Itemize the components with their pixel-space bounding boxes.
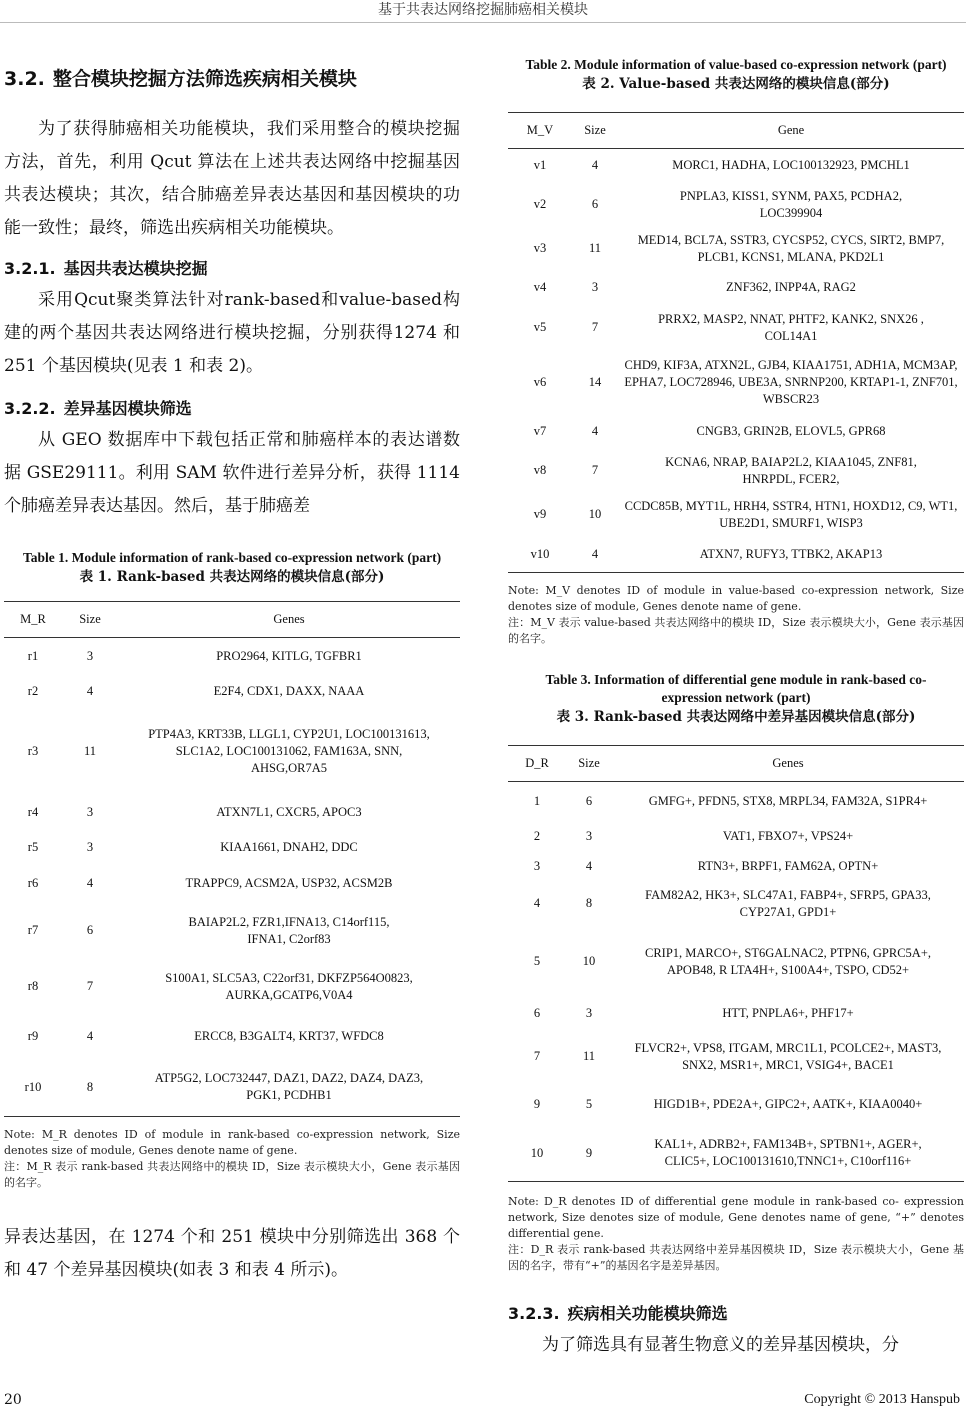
module-size: 11 [83,744,97,759]
subsection-heading-3 [508,1304,964,1323]
table-2 [508,112,964,573]
table-3-caption-en: Table 3. Information of differential gene module in rank-based co-expression network (part) [545,672,927,705]
module-size: 4 [585,859,593,873]
module-genes: RTN3+, BRPF1, FAM62A, OPTN+ [697,859,879,873]
table-3-block [508,671,964,1274]
module-genes: CCDC85B, MYT1L, HRH4, SSTR4, HTN1, HOXD12, C9, WT1, UBE2D1, SMURF1, WISP3 [624,498,958,530]
table-row [508,493,964,537]
module-genes: S100A1, SLC5A3, C22orf31, DKFZP564O0823, AURKA,GCATP6,V0A4 [165,970,413,1002]
module-size: 3 [86,648,94,663]
table-2-block [508,56,964,647]
table-row [4,1015,460,1059]
table-1-note [4,1127,460,1191]
table-2-note [508,583,964,647]
section-number: 3.2. [4,68,45,90]
page-number: 20 [4,1392,22,1408]
table-row [4,1059,460,1117]
table-row [508,1084,964,1126]
table-1-caption-en: Table 1. Module information of rank-based co-expression network (part) [22,550,442,566]
module-id: 9 [533,1097,541,1111]
module-id: v9 [533,507,547,521]
module-id: v7 [533,424,547,438]
module-id: r9 [27,1029,39,1044]
module-size: 3 [86,805,94,820]
table-row [4,638,460,675]
table-row [4,831,460,865]
module-id: v10 [508,537,572,573]
module-size: 4 [572,537,618,573]
table-1 [4,601,460,1117]
module-size: 4 [86,876,94,891]
module-id: v6 [533,375,547,389]
table-row [508,271,964,305]
table-row [4,709,460,795]
table-2-header-size: Size [572,113,618,149]
section-heading [4,68,460,91]
module-size: 6 [86,923,94,938]
table-row [508,882,964,926]
module-size: 8 [585,896,593,910]
module-genes: CNGB3, GRIN2B, ELOVL5, GPR68 [696,424,886,438]
table-row [4,865,460,903]
module-genes: ZNF362, INPP4A, RAG2 [726,280,856,294]
module-id: 10 [508,1126,566,1182]
module-size: 6 [585,794,593,809]
table-row [508,998,964,1030]
module-size: 7 [86,979,94,994]
module-size: 9 [566,1126,612,1182]
table-3 [508,745,964,1182]
module-size: 5 [585,1097,593,1111]
table-row [508,305,964,351]
module-id: v8 [533,463,547,477]
table-3-note-zh: 注：D_R 表示 rank-based 共表达网络中差异基因模块 ID，Size 表示模块大小，Gene 基因的名字，带有“+”的基因名字是差异基因。 [508,1243,964,1272]
module-genes: PTP4A3, KRT33B, LLGL1, CYP2U1, LOC100131613, SLC1A2, LOC100131062, FAM163A, SNN, AHSG,OR7A5 [148,727,430,776]
table-row [508,351,964,415]
module-size: 3 [591,280,599,294]
module-genes: E2F4, CDX1, DAXX, NAAA [213,684,365,699]
module-size: 3 [585,829,593,843]
module-genes: BAIAP2L2, FZR1,IFNA13, C14orf115, IFNA1, C2orf83 [188,914,390,946]
subsection-title-1: 基因共表达模块挖掘 [63,258,208,278]
module-id: 4 [533,896,541,910]
table-1-header-id: M_R [4,602,62,638]
module-genes: CHD9, KIF3A, ATXN2L, GJB4, KIAA1751, ADH1A, MCM3AP, EPHA7, LOC728946, UBE3A, SNRNP200, KRTAP1-1, ZNF701, WBSCR23 [624,358,958,406]
subsection-paragraph-3: 为了筛选具有显著生物意义的差异基因模块，分 [542,1335,899,1356]
continuation-paragraph: 异表达基因，在 1274 个和 251 模块中分别筛选出 368 个和 47 个差异基因模块(如表 3 和表 4 所示)。 [4,1227,460,1281]
module-id: r6 [27,876,39,891]
module-id: r5 [27,840,39,855]
subsection-title-2: 差异基因模块筛选 [63,398,192,418]
module-size: 4 [591,424,599,438]
intro-paragraph: 为了获得肺癌相关功能模块，我们采用整合的模块挖掘方法，首先，利用 Qcut 算法在上述共表达网络中挖掘基因共表达模块；其次，结合肺癌差异表达基因和基因模块的功能一致性；最终，筛选出疾病相关功能模块。 [4,118,460,238]
table-row [4,959,460,1015]
module-genes: GMFG+, PFDN5, STX8, MRPL34, FAM32A, S1PR4+ [648,794,928,809]
subsection-number-1: 3.2.1. [4,258,56,278]
table-row [4,675,460,709]
module-genes: HIGD1B+, PDE2A+, GIPC2+, AATK+, KIAA0040+ [653,1097,923,1111]
module-id: 3 [533,859,541,873]
module-id: v4 [533,280,547,294]
module-genes: CRIP1, MARCO+, ST6GALNAC2, PTPN6, GPRC5A+, APOB48, R LTA4H+, S100A4+, TSPO, CD52+ [644,945,932,977]
module-genes: MED14, BCL7A, SSTR3, CYCSP52, CYCS, SIRT2, BMP7, PLCB1, KCNS1, MLANA, PKD2L1 [637,232,945,264]
subsection-number-3: 3.2.3. [508,1304,560,1323]
table-row [508,449,964,493]
module-genes: ATP5G2, LOC732447, DAZ1, DAZ2, DAZ4, DAZ3, PGK1, PCDHB1 [118,1059,460,1117]
module-genes: KAL1+, ADRB2+, FAM134B+, SPTBN1+, AGER+, CLIC5+, LOC100131610,TNNC1+, C10orf116+ [612,1126,964,1182]
module-size: 7 [591,320,599,334]
table-row [508,782,964,822]
module-genes: ERCC8, B3GALT4, KRT37, WFDC8 [194,1029,384,1044]
module-size: 3 [86,840,94,855]
table-3-caption-zh: 表 3. Rank-based 共表达网络中差异基因模块信息(部分) [556,709,916,725]
table-row [508,852,964,882]
table-row [508,1126,964,1182]
copyright: Copyright © 2013 Hanspub [804,1392,960,1407]
module-id: r10 [4,1059,62,1117]
table-row [4,795,460,831]
table-1-header-size: Size [62,602,118,638]
table-3-header-genes: Genes [612,746,964,782]
module-id: r7 [27,923,39,938]
module-genes: PRRX2, MASP2, NNAT, PHTF2, KANK2, SNX26 , COL14A1 [658,311,924,343]
module-genes: ATXN7, RUFY3, TTBK2, AKAP13 [618,537,964,573]
module-id: 7 [533,1049,541,1063]
module-size: 8 [62,1059,118,1117]
module-size: 6 [591,197,599,211]
module-genes: ATXN7L1, CXCR5, APOC3 [216,805,362,820]
module-genes: FAM82A2, HK3+, SLC47A1, FABP4+, SFRP5, GPA33, CYP27A1, GPD1+ [645,887,931,919]
module-size: 4 [86,1029,94,1044]
module-genes: HTT, PNPLA6+, PHF17+ [722,1006,854,1020]
module-genes: VAT1, FBXO7+, VPS24+ [722,829,854,843]
module-id: r3 [27,744,39,759]
module-genes: FLVCR2+, VPS8, ITGAM, MRC1L1, PCOLCE2+, MAST3, SNX2, MSR1+, MRC1, VSIG4+, BACE1 [634,1040,942,1072]
module-id: v5 [533,320,547,334]
module-id: r8 [27,979,39,994]
module-genes: PNPLA3, KISS1, SYNM, PAX5, PCDHA2, LOC399904 [679,188,903,220]
module-size: 3 [585,1006,593,1020]
subsection-heading-2 [4,399,460,418]
table-2-header-id: M_V [508,113,572,149]
table-3-header-id: D_R [508,746,566,782]
subsection-number-2: 3.2.2. [4,398,56,418]
section-title: 整合模块挖掘方法筛选疾病相关模块 [52,68,357,90]
table-row [4,903,460,959]
subsection-heading-1 [4,259,460,278]
header-rule [0,22,966,23]
table-2-note-en: Note: M_V denotes ID of module in value-based co-expression network, Size denotes size of module, Genes denote name of gene. [508,584,964,613]
module-size: 11 [588,241,602,255]
module-id: 6 [533,1006,541,1020]
table-2-caption-zh: 表 2. Value-based 共表达网络的模块信息(部分) [582,76,890,92]
table-1-header-genes: Genes [118,602,460,638]
module-id: r4 [27,805,39,820]
table-1-block [4,549,460,1191]
subsection-paragraph-1: 采用Qcut聚类算法针对rank-based和value-based构建的两个基因共表达网络进行模块挖掘，分别获得1274 和 251 个基因模块(见表 1 和表 2)。 [4,289,460,376]
table-2-note-zh: 注：M_V 表示 value-based 共表达网络中的模块 ID，Size 表示模块大小，Gene 表示基因的名字。 [508,616,964,645]
table-1-note-zh: 注：M_R 表示 rank-based 共表达网络中的模块 ID，Size 表示模块大小，Gene 表示基因的名字。 [4,1160,460,1190]
module-id: v3 [533,241,547,255]
table-row [508,822,964,852]
module-id: 2 [533,829,541,843]
module-size: 14 [588,375,602,389]
subsection-paragraph-2: 从 GEO 数据库中下载包括正常和肺癌样本的表达谱数据 GSE29111。利用 SAM 软件进行差异分析，获得 1114 个肺癌差异表达基因。然后，基于肺癌差 [4,430,460,517]
table-2-caption-en: Table 2. Module information of value-based co-expression network (part) [525,57,947,72]
table-1-caption-zh: 表 1. Rank-based 共表达网络的模块信息(部分) [79,569,385,586]
table-2-header-gene: Gene [618,113,964,149]
table-3-note [508,1194,964,1274]
module-genes: PRO2964, KITLG, TGFBR1 [216,648,362,663]
module-genes: TRAPPC9, ACSM2A, USP32, ACSM2B [185,876,393,891]
module-size: 10 [582,954,596,968]
subsection-title-3: 疾病相关功能模块筛选 [567,1304,728,1323]
module-id: v1 [533,158,547,173]
module-size: 4 [86,684,94,699]
module-size: 10 [588,507,602,521]
table-row [508,183,964,227]
module-id: r2 [27,684,39,699]
table-1-note-en: Note: M_R denotes ID of module in rank-based co-expression network, Size denotes size of module, Genes denote name of gene. [4,1128,460,1158]
table-3-note-en: Note: D_R denotes ID of differential gene module in rank-based co- expression network, Size denotes size of module, Gene denotes name of gene, “+” denotes differential gene. [508,1195,964,1240]
table-3-header-size: Size [566,746,612,782]
module-id: 5 [533,954,541,968]
right-column [508,56,964,1362]
table-row [508,926,964,998]
module-id: r1 [27,648,39,663]
table-row [508,537,964,573]
module-id: v2 [533,197,547,211]
module-genes: KCNA6, NRAP, BAIAP2L2, KIAA1045, ZNF81, HNRPDL, FCER2, [665,454,917,486]
left-column [4,56,460,1287]
module-genes: MORC1, HADHA, LOC100132923, PMCHL1 [672,158,910,173]
table-row [508,227,964,271]
module-genes: KIAA1661, DNAH2, DDC [220,840,358,855]
module-size: 7 [591,463,599,477]
module-size: 11 [582,1049,596,1063]
running-header: 基于共表达网络挖掘肺癌相关模块 [378,2,588,18]
table-row [508,1030,964,1084]
table-row [508,415,964,449]
module-id: 1 [533,794,541,809]
module-size: 4 [591,158,599,173]
table-row [508,149,964,183]
